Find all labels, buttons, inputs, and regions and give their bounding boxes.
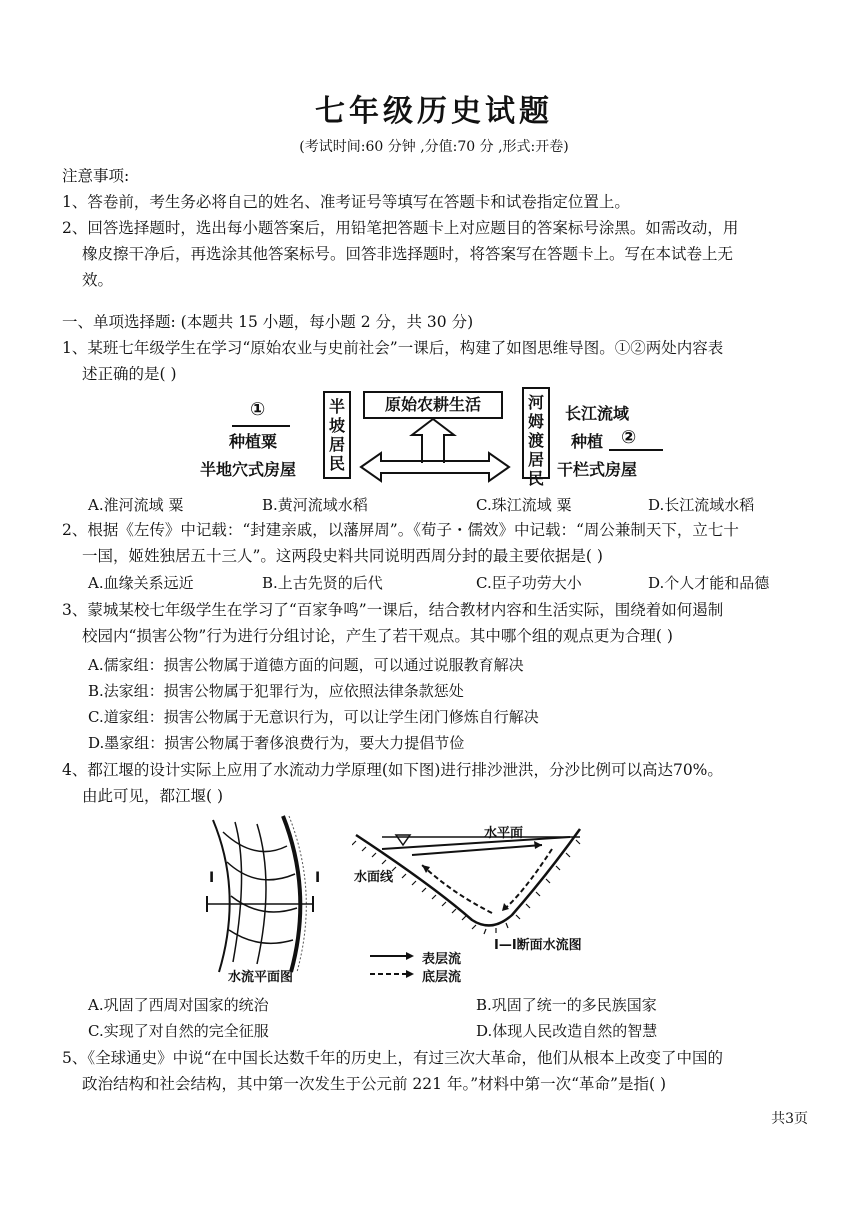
q1-stem-line-1: 1、某班七年级学生在学习“原始农业与史前社会”一课后，构建了如图思维导图。①②两处内容表 <box>62 339 724 357</box>
legend-bottom-flow: 底层流 <box>422 970 462 985</box>
hemudu-box: 河姆渡居民 <box>522 387 550 479</box>
q5-stem-line-2: 政治结构和社会结构，其中第一次发生于公元前 221 年。”材料中第一次“革命”是指( ) <box>82 1075 666 1093</box>
banpo-box: 半坡居民 <box>323 391 351 479</box>
center-box-label: 原始农耕生活 <box>384 395 481 414</box>
q4-option-d: D.体现人民改造自然的智慧 <box>476 1022 658 1040</box>
q2-option-c: C.臣子功劳大小 <box>476 574 582 592</box>
q3-option-a: A.儒家组：损害公物属于道德方面的问题，可以通过说服教育解决 <box>88 656 524 674</box>
q1-option-d: D.长江流域水稻 <box>648 496 755 514</box>
notice-item-2-line-1: 2、回答选择题时，选出每小题答案后，用铅笔把答题卡上对应题目的答案标号涂黑。如需改动，用 <box>62 219 739 237</box>
notice-item-2-line-2: 橡皮擦干净后，再选涂其他答案标号。回答非选择题时，将答案写在答题卡上。写在本试卷上无 <box>82 245 734 263</box>
blank-line-2 <box>609 449 663 451</box>
circle-1-label: ① <box>250 399 266 420</box>
q4-option-a: A.巩固了西周对国家的统治 <box>88 996 269 1014</box>
section-flow-label: I—I断面水流图 <box>494 938 582 953</box>
q3-stem-line-2: 校园内“损害公物”行为进行分组讨论，产生了若干观点。其中哪个组的观点更为合理( ) <box>82 627 673 645</box>
exam-subtitle: (考试时间:60 分钟 ,分值:70 分 ,形式:开卷) <box>299 139 569 155</box>
q3-stem-line-1: 3、蒙城某校七年级学生在学习了“百家争鸣”一课后，结合教材内容和生活实际，围绕着如何遏制 <box>62 601 724 619</box>
left-crop-text: 种植粟 <box>229 432 278 451</box>
q1-stem-line-2: 述正确的是( ) <box>82 365 177 383</box>
blank-line-1 <box>232 425 290 427</box>
notice-item-1: 1、答卷前，考生务必将自己的姓名、准考证号等填写在答题卡和试卷指定位置上。 <box>62 193 630 211</box>
right-crop-prefix: 种植 <box>571 432 604 451</box>
notice-heading: 注意事项: <box>62 167 130 185</box>
q4-stem-line-1: 4、都江堰的设计实际上应用了水流动力学原理(如下图)进行排沙泄洪，分沙比例可以高达70%。 <box>62 761 723 779</box>
q1-option-c: C.珠江流域 粟 <box>476 496 572 514</box>
plan-view-label: 水流平面图 <box>228 970 294 985</box>
q2-stem-line-1: 2、根据《左传》中记载：“封建亲戚，以藩屏周”。《荀子・儒效》中记载：“周公兼制天下，立七十 <box>62 521 739 539</box>
q3-option-b: B.法家组：损害公物属于犯罪行为，应依照法律条款惩处 <box>88 682 464 700</box>
left-house-text: 半地穴式房屋 <box>200 460 297 479</box>
q4-stem-line-2: 由此可见，都江堰( ) <box>82 787 224 805</box>
right-region-text: 长江流域 <box>565 404 630 423</box>
exam-title: 七年级历史试题 <box>315 94 553 129</box>
page-count: 共3页 <box>771 1111 808 1127</box>
q3-option-d: D.墨家组：损害公物属于奢侈浪费行为，要大力提倡节俭 <box>88 734 465 752</box>
water-plan-diagram <box>205 812 330 984</box>
water-line-label: 水面线 <box>354 870 394 885</box>
q4-option-c: C.实现了对自然的完全征服 <box>88 1022 269 1040</box>
flow-legend-arrows <box>368 948 418 984</box>
q2-option-d: D.个人才能和品德 <box>648 574 770 592</box>
q2-option-b: B.上古先贤的后代 <box>262 574 383 592</box>
q3-option-c: C.道家组：损害公物属于无意识行为，可以让学生闭门修炼自行解决 <box>88 708 539 726</box>
notice-item-2-line-3: 效。 <box>82 271 114 289</box>
legend-surface-flow: 表层流 <box>422 952 462 967</box>
q4-option-b: B.巩固了统一的多民族国家 <box>476 996 657 1014</box>
circle-2-label: ② <box>621 427 637 448</box>
water-plane-label: 水平面 <box>484 826 524 841</box>
mind-map-arrows <box>355 415 515 485</box>
q1-mind-map <box>195 385 675 488</box>
section-1-heading: 一、单项选择题: (本题共 15 小题，每小题 2 分，共 30 分) <box>62 313 474 331</box>
q2-option-a: A.血缘关系远近 <box>88 574 194 592</box>
roman-i-left: I <box>209 870 215 886</box>
q2-stem-line-2: 一国，姬姓独居五十三人”。这两段史料共同说明西周分封的最主要依据是( ) <box>82 547 603 565</box>
q5-stem-line-1: 5、《全球通史》中说“在中国长达数千年的历史上，有过三次大革命，他们从根本上改变了中国的 <box>62 1049 724 1067</box>
right-house-text: 干栏式房屋 <box>557 460 638 479</box>
roman-i-right: I <box>315 870 321 886</box>
q1-option-b: B.黄河流域水稻 <box>262 496 368 514</box>
q1-option-a: A.淮河流域 粟 <box>88 496 184 514</box>
